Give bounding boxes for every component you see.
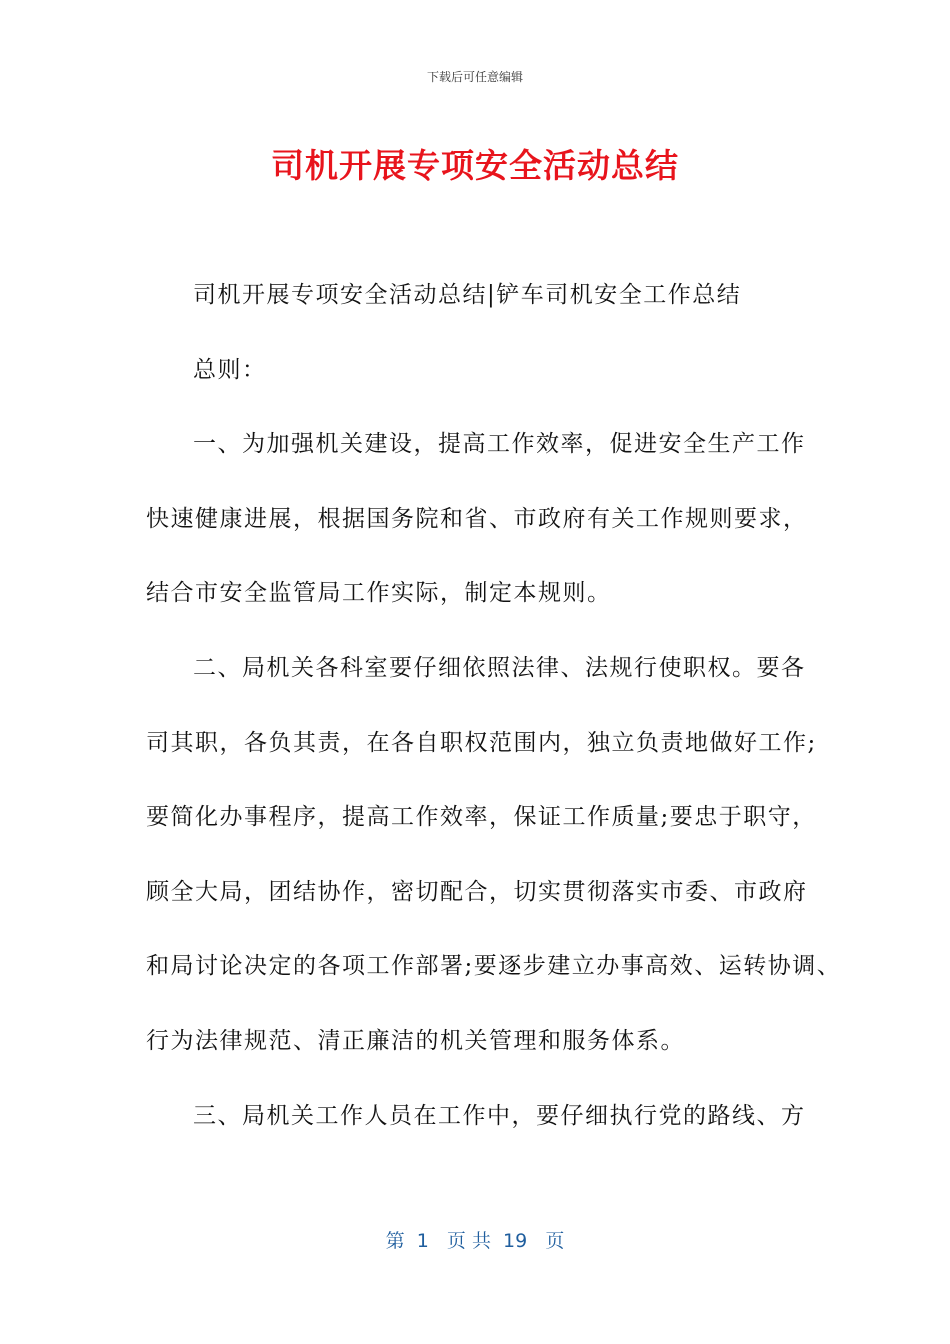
page-number: 第 1 页 共 19 页 (385, 1230, 565, 1252)
paragraph-line: 司其职，各负其责，在各自职权范围内，独立负责地做好工作; (146, 729, 817, 756)
paragraph-line: 二、局机关各科室要仔细依照法律、法规行使职权。要各 (193, 654, 806, 681)
paragraph-line: 司机开展专项安全活动总结|铲车司机安全工作总结 (193, 282, 742, 308)
header-note: 下载后可任意编辑 (426, 70, 523, 84)
document-title: 司机开展专项安全活动总结 (271, 146, 679, 185)
paragraph-line: 和局讨论决定的各项工作部署;要逐步建立办事高效、运转协调、 (146, 953, 842, 980)
paragraph-line: 行为法律规范、清正廉洁的机关管理和服务体系。 (146, 1027, 685, 1054)
paragraph-line: 要简化办事程序，提高工作效率，保证工作质量;要忠于职守， (146, 804, 817, 831)
paragraph-line: 结合市安全监管局工作实际，制定本规则。 (146, 580, 612, 607)
paragraph-line: 一、为加强机关建设，提高工作效率，促进安全生产工作 (193, 431, 806, 458)
paragraph-line: 快速健康进展，根据国务院和省、市政府有关工作规则要求， (146, 505, 808, 532)
paragraph-line: 总则： (193, 356, 267, 383)
paragraph-line: 三、局机关工作人员在工作中，要仔细执行党的路线、方 (193, 1102, 806, 1129)
paragraph-line: 顾全大局，团结协作，密切配合，切实贯彻落实市委、市政府 (146, 878, 808, 905)
document-body (146, 266, 846, 1161)
